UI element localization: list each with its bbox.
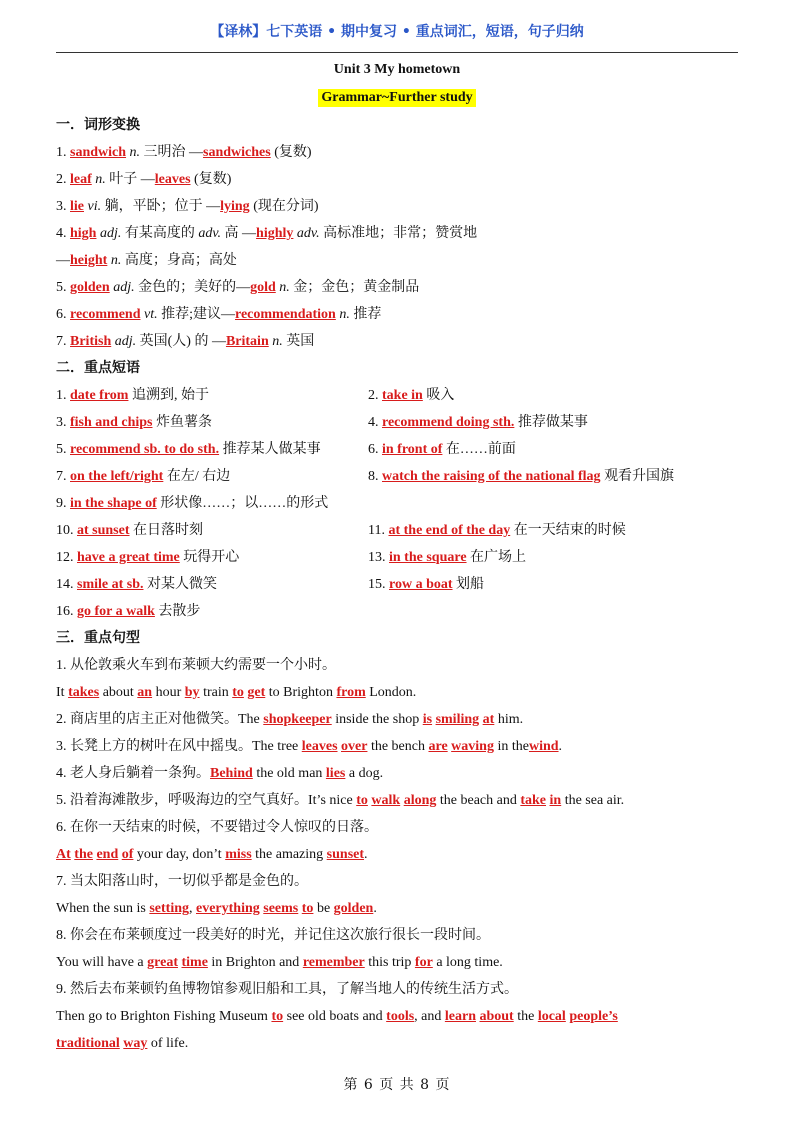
phrase-item xyxy=(56,469,230,484)
answer-phrase: at sunset xyxy=(77,523,130,538)
section-title: 三．重点句型 xyxy=(56,630,140,646)
answer-blank: the xyxy=(74,847,93,862)
answer-blank: smiling xyxy=(435,712,480,727)
meaning: 玩得开心 xyxy=(183,550,240,565)
phrase-row xyxy=(56,436,742,463)
answer-blank: wind xyxy=(528,739,559,754)
answer-phrase: on the left/right xyxy=(70,469,164,484)
meaning: 观看升国旗 xyxy=(604,469,675,484)
meaning: 吸入 xyxy=(426,388,455,403)
answer-blank: remember xyxy=(302,955,365,970)
answer-blank: to xyxy=(301,901,314,916)
meaning: 炸鱼薯条 xyxy=(155,415,212,430)
meaning: 英国(人) 的 — xyxy=(139,334,226,349)
answer-word: British xyxy=(70,334,112,349)
meaning: 在左/ 右边 xyxy=(166,469,231,484)
phrase-row xyxy=(56,571,742,598)
answer-blank: sunset xyxy=(326,847,365,862)
meaning: 金；金色；黄金制品 xyxy=(293,280,420,295)
item-number: 6. xyxy=(368,442,379,457)
sentence-line xyxy=(56,760,742,787)
meaning: 推荐做某事 xyxy=(517,415,588,430)
meaning: 躺，平卧；位于 — xyxy=(104,199,221,214)
answer-blank: golden xyxy=(333,901,374,916)
answer-blank: traditional xyxy=(56,1036,120,1051)
answer-blank: over xyxy=(341,739,368,754)
sentence-line xyxy=(56,841,742,868)
meaning: 叶子 — xyxy=(109,172,155,187)
item-number: 1. xyxy=(56,388,67,403)
answer-word: lie xyxy=(70,199,84,214)
phrase-row xyxy=(56,544,742,571)
meaning: 高标准地；非常；赞赏地 xyxy=(323,226,478,241)
sentence-text: . xyxy=(373,901,377,916)
sentence-line xyxy=(56,814,742,841)
answer-blank: setting xyxy=(149,901,189,916)
part-of-speech: adj. xyxy=(113,280,135,295)
answer-blank: at xyxy=(482,712,495,727)
part-of-speech: adj. xyxy=(114,334,137,349)
answer-blank: end xyxy=(96,847,119,862)
answer-blank: way xyxy=(123,1036,148,1051)
meaning: 有某高度的 xyxy=(124,226,195,241)
sentence-text: Then go to Brighton Fishing Museum xyxy=(56,1009,272,1024)
answer-blank: to xyxy=(271,1009,284,1024)
answer-blank: get xyxy=(247,685,266,700)
item-number: 12. xyxy=(56,550,74,565)
phrase-item xyxy=(368,571,484,598)
answer-word: recommendation xyxy=(235,307,336,322)
sentence-text: be xyxy=(313,901,334,916)
sentence-text: of life. xyxy=(147,1036,189,1051)
answer-word: sandwich xyxy=(70,145,127,160)
sentence-text: this trip xyxy=(364,955,415,970)
answer-blank: everything xyxy=(196,901,260,916)
part-of-speech: n. xyxy=(110,253,122,268)
sentence-text: in the xyxy=(493,739,529,754)
sentence-text: your day, don’t xyxy=(133,847,226,862)
answer-blank: along xyxy=(403,793,437,808)
section-title: 二．重点短语 xyxy=(56,360,140,376)
header-title: 【译林】七下英语 • 期中复习 • 重点词汇，短语，句子归纳 xyxy=(210,24,584,40)
answer-blank: are xyxy=(428,739,448,754)
sentence-text: , and xyxy=(414,1009,445,1024)
phrase-item xyxy=(368,463,674,490)
sentence-text: the beach and xyxy=(436,793,521,808)
item-number: 14. xyxy=(56,577,74,592)
sentence-text: It xyxy=(56,685,69,700)
phrase-item xyxy=(368,382,454,409)
meaning: 高 — xyxy=(224,226,257,241)
answer-phrase: have a great time xyxy=(77,550,180,565)
sentence-text: the bench xyxy=(367,739,429,754)
answer-blank: to xyxy=(356,793,368,808)
sentence-line xyxy=(56,895,742,922)
answer-blank: is xyxy=(422,712,433,727)
sentence-line xyxy=(56,949,742,976)
word-form-item xyxy=(56,166,742,193)
word-form-item xyxy=(56,193,742,220)
phrase-row xyxy=(56,517,742,544)
sentence-text: When the sun is xyxy=(56,901,150,916)
sentence-text: 8. 你会在布莱顿度过一段美好的时光，并记住这次旅行很长一段时间。 xyxy=(56,928,490,943)
sentence-text: , xyxy=(189,901,196,916)
answer-blank: lies xyxy=(325,766,346,781)
meaning: (现在分词) xyxy=(253,199,319,214)
meaning: 去散步 xyxy=(158,604,201,619)
phrase-item xyxy=(56,496,328,511)
answer-word: height xyxy=(70,253,108,268)
sentence-text: London. xyxy=(365,685,417,700)
phrase-item xyxy=(56,523,203,538)
item-number: 7. xyxy=(56,469,67,484)
sentence-text: 2. 商店里的店主正对他微笑。The xyxy=(56,712,264,727)
phrase-item xyxy=(56,415,212,430)
answer-blank: learn xyxy=(444,1009,476,1024)
word-form-item xyxy=(56,139,742,166)
meaning: 英国 xyxy=(286,334,315,349)
sentence-text: 6. 在你一天结束的时候，不要错过令人惊叹的日落。 xyxy=(56,820,378,835)
item-number: 11. xyxy=(368,523,385,538)
item-number: 4. xyxy=(368,415,379,430)
meaning: 在日落时刻 xyxy=(133,523,204,538)
answer-word: lying xyxy=(220,199,250,214)
meaning: 在广场上 xyxy=(470,550,527,565)
item-number: 4. xyxy=(56,226,67,241)
sentence-text: . xyxy=(558,739,563,754)
part-of-speech: n. xyxy=(272,334,283,349)
answer-phrase: row a boat xyxy=(389,577,453,592)
sentence-line xyxy=(56,922,742,949)
item-number: 9. xyxy=(56,496,67,511)
answer-phrase: in the square xyxy=(389,550,467,565)
meaning: 划船 xyxy=(456,577,485,592)
meaning: 追溯到, 始于 xyxy=(131,388,209,403)
meaning: 推荐某人做某事 xyxy=(222,442,321,457)
answer-blank: about xyxy=(479,1009,514,1024)
sentence-text: inside the shop xyxy=(331,712,423,727)
part-of-speech: adv. xyxy=(198,226,222,241)
item-number: 8. xyxy=(368,469,379,484)
sentence-text: 3. 长凳上方的树叶在风中摇曳。The tree xyxy=(56,739,302,754)
part-of-speech: adj. xyxy=(99,226,122,241)
meaning: 金色的；美好的— xyxy=(138,280,251,295)
meaning: 三明治 — xyxy=(143,145,204,160)
sentence-text: see old boats and xyxy=(283,1009,387,1024)
part-of-speech: n. xyxy=(95,172,106,187)
sentence-text: hour xyxy=(152,685,185,700)
answer-phrase: in the shape of xyxy=(70,496,157,511)
meaning: 推荐;建议— xyxy=(161,307,235,322)
word-form-item xyxy=(56,220,742,247)
sentence-line xyxy=(56,787,742,814)
phrase-item xyxy=(368,409,588,436)
part-of-speech: vt. xyxy=(144,307,158,322)
page-header xyxy=(56,20,738,53)
answer-word: sandwiches xyxy=(203,145,271,160)
answer-phrase: recommend sb. to do sth. xyxy=(70,442,220,457)
sentence-text: 5. 沿着海滩散步，呼吸海边的空气真好。It’s nice xyxy=(56,793,357,808)
sentence-text: 9. 然后去布莱顿钓鱼博物馆参观旧船和工具，了解当地人的传统生活方式。 xyxy=(56,982,518,997)
answer-phrase: fish and chips xyxy=(70,415,153,430)
answer-blank: by xyxy=(184,685,200,700)
part-of-speech: n. xyxy=(129,145,141,160)
sentence-text: You will have a xyxy=(56,955,148,970)
word-form-item xyxy=(56,247,742,274)
answer-phrase: date from xyxy=(70,388,129,403)
meaning: (复数) xyxy=(194,172,232,187)
answer-blank: great xyxy=(147,955,178,970)
sentence-text: to Brighton xyxy=(265,685,337,700)
answer-blank: to xyxy=(232,685,244,700)
item-number: 3. xyxy=(56,199,67,214)
sentence-text: in Brighton and xyxy=(207,955,303,970)
phrase-item xyxy=(368,436,516,463)
phrase-row xyxy=(56,382,742,409)
sentence-line xyxy=(56,733,742,760)
answer-blank: an xyxy=(137,685,153,700)
subtitle: Grammar~Further study xyxy=(318,89,475,107)
meaning: 在一天结束的时候 xyxy=(513,523,626,538)
answer-phrase: at the end of the day xyxy=(388,523,511,538)
item-number: 3. xyxy=(56,415,67,430)
answer-blank: local xyxy=(537,1009,566,1024)
answer-word: leaf xyxy=(70,172,92,187)
sentence-text: him. xyxy=(494,712,524,727)
answer-blank: leaves xyxy=(301,739,338,754)
worksheet-content xyxy=(56,112,742,1057)
sentence-line xyxy=(56,1003,742,1030)
answer-blank: people’s xyxy=(569,1009,618,1024)
answer-word: Britain xyxy=(225,334,269,349)
sentence-line xyxy=(56,868,742,895)
answer-blank: waving xyxy=(451,739,494,754)
section-title: 一．词形变换 xyxy=(56,117,140,133)
answer-phrase: recommend doing sth. xyxy=(382,415,515,430)
sentence-text: 4. 老人身后躺着一条狗。 xyxy=(56,766,210,781)
sentence-text: the xyxy=(513,1009,538,1024)
sentence-text: about xyxy=(99,685,138,700)
item-number: 2. xyxy=(56,172,67,187)
answer-word: high xyxy=(70,226,97,241)
sentence-line xyxy=(56,652,742,679)
unit-title: Unit 3 My hometown xyxy=(333,62,461,77)
sentence-text: the old man xyxy=(252,766,326,781)
phrase-row xyxy=(56,409,742,436)
word-form-item xyxy=(56,274,742,301)
answer-phrase: in front of xyxy=(382,442,443,457)
answer-word: golden xyxy=(70,280,110,295)
item-number: 2. xyxy=(368,388,379,403)
answer-blank: shopkeeper xyxy=(263,712,332,727)
phrase-item xyxy=(56,442,321,457)
answer-blank: takes xyxy=(68,685,100,700)
part-of-speech: n. xyxy=(279,280,290,295)
sentence-text: 1. 从伦敦乘火车到布莱顿大约需要一个小时。 xyxy=(56,658,336,673)
phrase-item xyxy=(56,604,200,619)
item-number: 5. xyxy=(56,442,67,457)
part-of-speech: n. xyxy=(339,307,350,322)
answer-blank: At xyxy=(56,847,71,862)
meaning: 高度；身高；高处 xyxy=(124,253,237,268)
answer-phrase: smile at sb. xyxy=(77,577,144,592)
phrase-item xyxy=(368,544,526,571)
sentence-text: . xyxy=(364,847,368,862)
answer-blank: Behind xyxy=(210,766,253,781)
phrase-row xyxy=(56,490,742,517)
answer-blank: from xyxy=(336,685,366,700)
dash: — xyxy=(56,253,70,268)
phrase-item xyxy=(368,517,626,544)
phrase-item xyxy=(56,388,209,403)
item-number: 10. xyxy=(56,523,74,538)
item-number: 6. xyxy=(56,307,67,322)
subtitle-wrap xyxy=(0,86,794,107)
answer-blank: miss xyxy=(225,847,252,862)
meaning: 推荐 xyxy=(353,307,382,322)
item-number: 13. xyxy=(368,550,386,565)
sentence-text: a dog. xyxy=(345,766,384,781)
item-number: 15. xyxy=(368,577,386,592)
meaning: 在……前面 xyxy=(445,442,516,457)
sentence-text: 7. 当太阳落山时，一切似乎都是金色的。 xyxy=(56,874,308,889)
answer-word: leaves xyxy=(154,172,191,187)
answer-blank: seems xyxy=(263,901,299,916)
answer-blank: in xyxy=(549,793,562,808)
sentence-text: train xyxy=(199,685,233,700)
phrase-item xyxy=(56,550,239,565)
part-of-speech: adv. xyxy=(296,226,320,241)
sentence-line xyxy=(56,679,742,706)
meaning: 形状像……；以……的形式 xyxy=(160,496,329,511)
sentence-text: the sea air. xyxy=(561,793,625,808)
answer-blank: tools xyxy=(386,1009,415,1024)
part-of-speech: vi. xyxy=(87,199,102,214)
answer-blank: for xyxy=(414,955,433,970)
answer-phrase: watch the raising of the national flag xyxy=(382,469,601,484)
sentence-line xyxy=(56,976,742,1003)
answer-phrase: take in xyxy=(382,388,423,403)
answer-blank: time xyxy=(181,955,208,970)
answer-blank: take xyxy=(520,793,547,808)
answer-word: recommend xyxy=(70,307,141,322)
answer-word: gold xyxy=(250,280,276,295)
meaning: (复数) xyxy=(274,145,312,160)
answer-word: highly xyxy=(256,226,294,241)
word-form-item xyxy=(56,328,742,355)
item-number: 1. xyxy=(56,145,67,160)
sentence-text: the amazing xyxy=(251,847,327,862)
sentence-text: a long time. xyxy=(432,955,503,970)
item-number: 7. xyxy=(56,334,67,349)
phrase-row xyxy=(56,463,742,490)
word-form-item xyxy=(56,301,742,328)
answer-phrase: go for a walk xyxy=(77,604,155,619)
answer-blank: walk xyxy=(371,793,401,808)
phrase-row xyxy=(56,598,742,625)
page-footer: 第 6 页 共 8 页 xyxy=(343,1077,451,1093)
answer-blank: of xyxy=(121,847,134,862)
sentence-line xyxy=(56,706,742,733)
item-number: 16. xyxy=(56,604,74,619)
sentence-line xyxy=(56,1030,742,1057)
item-number: 5. xyxy=(56,280,67,295)
meaning: 对某人微笑 xyxy=(147,577,217,592)
phrase-item xyxy=(56,577,217,592)
